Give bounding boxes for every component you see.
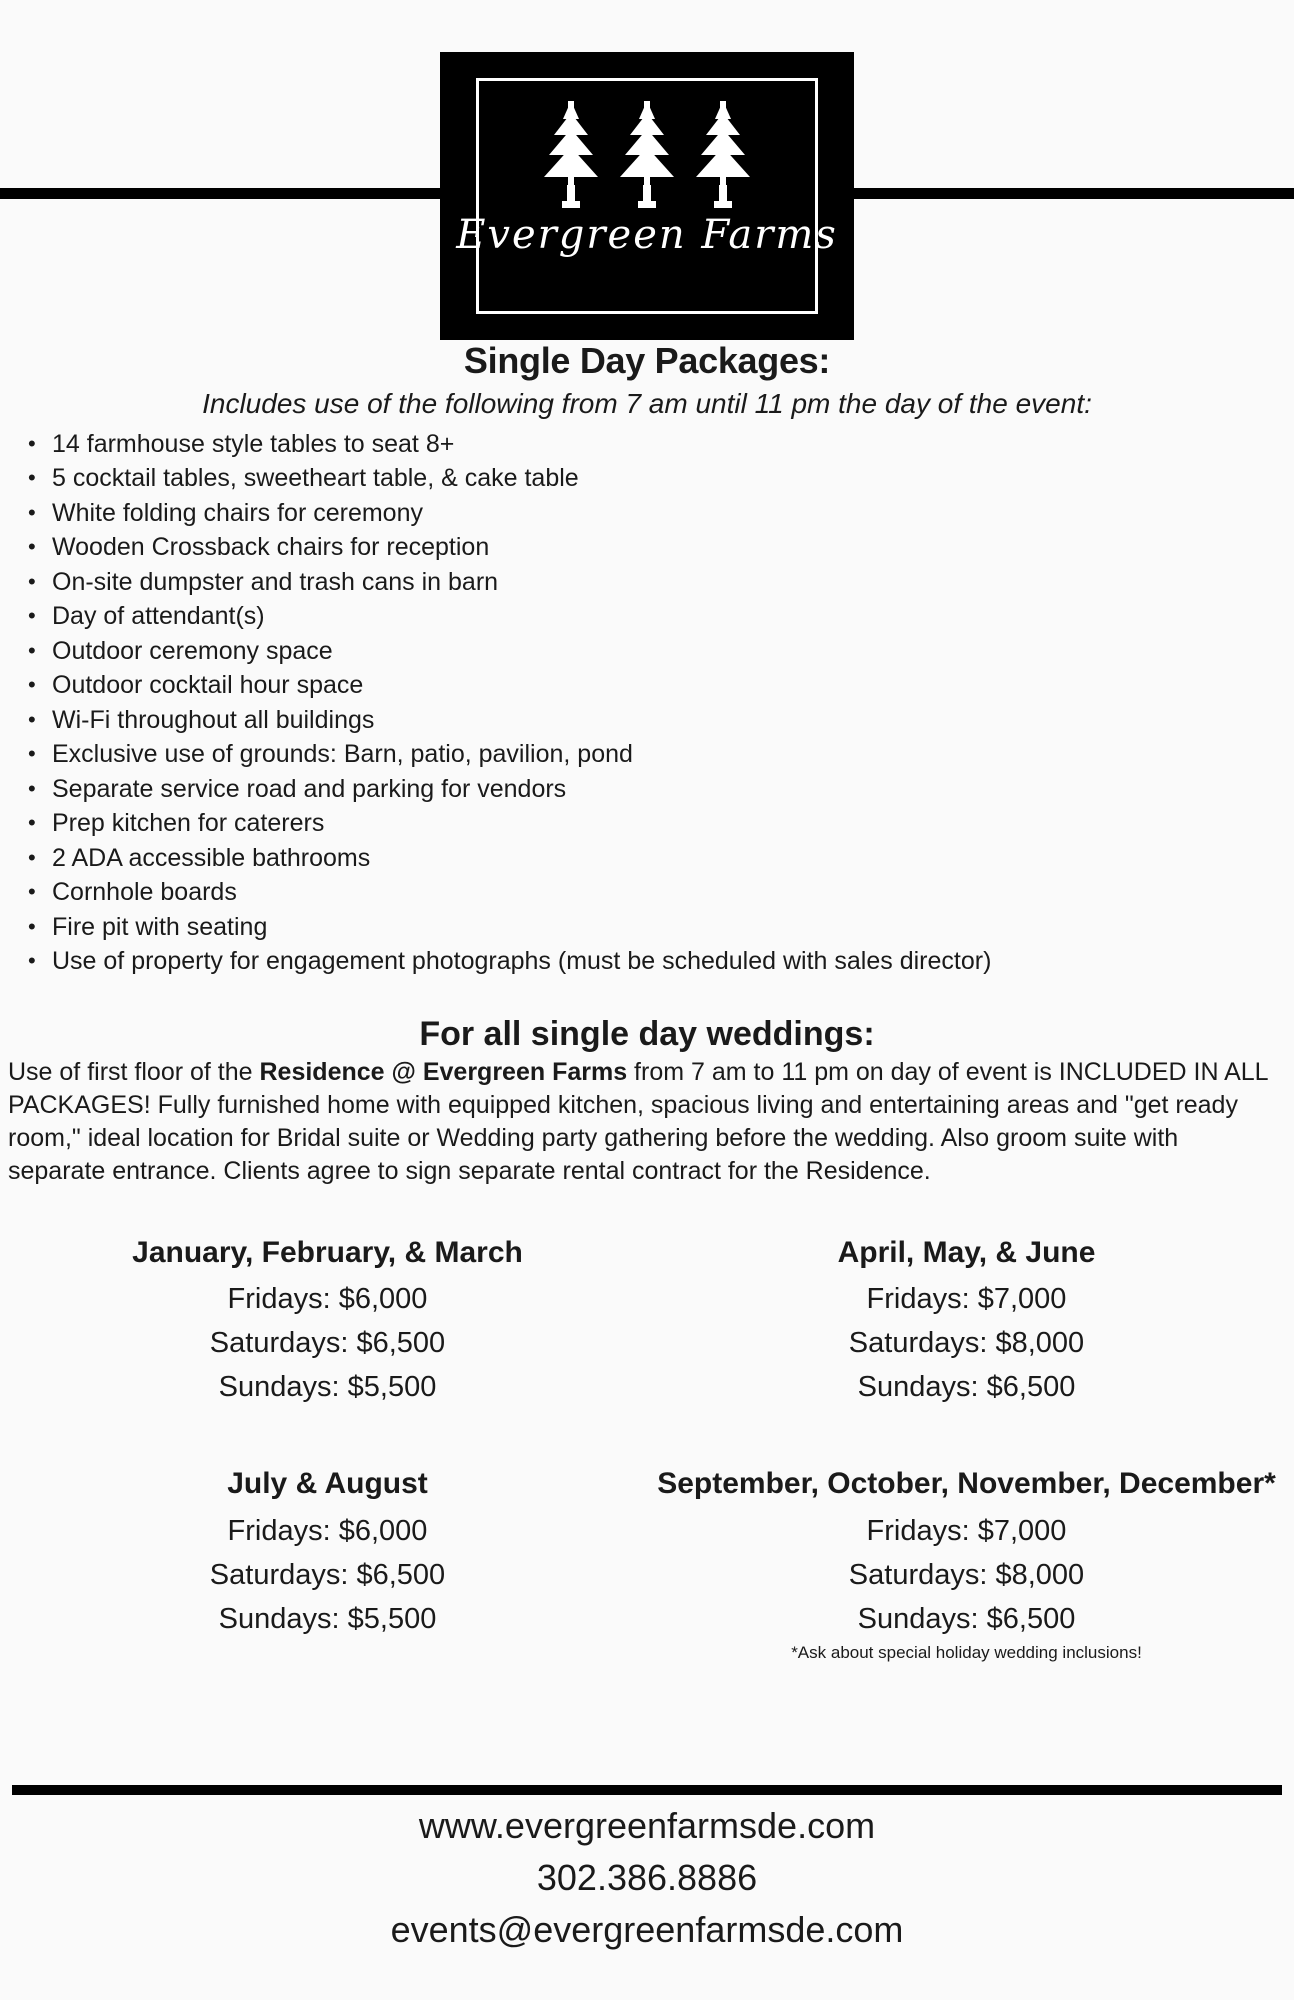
list-item: • 5 cocktail tables, sweetheart table, & cake table	[8, 461, 1286, 496]
evergreen-tree-icon	[618, 97, 676, 213]
list-item: • Use of property for engagement photographs (must be scheduled with sales director)	[8, 944, 1286, 979]
evergreen-tree-icon	[694, 97, 752, 213]
packages-subtitle: Includes use of the following from 7 am until 11 pm the day of the event:	[202, 388, 1092, 420]
price-block-q1	[8, 1234, 647, 1410]
rate-sunday: Sundays: $5,500	[218, 1602, 437, 1635]
weddings-para-rest: from 7 am to 11 pm on day of event is INCLUDED IN ALL PACKAGES! Fully furnished home with equipped kitchen, spacious living and entertaining areas and "get ready room," ideal location for Bridal suite or Wedding party gathering before the wedding. Also groom suite with separate entrance. Clients agree to sign separate rental contract for the Residence.	[8, 1057, 1268, 1185]
list-item: • White folding chairs for ceremony	[8, 496, 1286, 531]
rate-friday: Fridays: $6,000	[227, 1514, 428, 1547]
rate-saturday: Saturdays: $6,500	[209, 1558, 446, 1591]
list-item: • Exclusive use of grounds: Barn, patio, pavilion, pond	[8, 737, 1286, 772]
season-label: January, February, & March	[132, 1235, 523, 1269]
rate-sunday: Sundays: $6,500	[857, 1371, 1076, 1404]
weddings-paragraph	[8, 1056, 1286, 1188]
footer-divider-rule	[12, 1785, 1282, 1795]
evergreen-tree-icon	[542, 97, 600, 213]
logo-inner-frame	[456, 78, 838, 314]
residence-name: Residence @ Evergreen Farms	[259, 1057, 628, 1086]
list-item: • Prep kitchen for caterers	[8, 806, 1286, 841]
season-label: September, October, November, December*	[657, 1467, 1276, 1501]
rate-saturday: Saturdays: $6,500	[209, 1327, 446, 1360]
season-label: July & August	[227, 1467, 428, 1501]
rate-friday: Fridays: $7,000	[866, 1283, 1067, 1316]
price-block-q4	[647, 1465, 1286, 1663]
phone-number[interactable]: 302.386.8886	[536, 1857, 758, 1898]
list-item: • Wi-Fi throughout all buildings	[8, 703, 1286, 738]
list-item: • 14 farmhouse style tables to seat 8+	[8, 427, 1286, 462]
website-link[interactable]: www.evergreenfarmsde.com	[418, 1805, 876, 1846]
logo-tree-group	[542, 97, 752, 213]
pricing-grid	[8, 1234, 1286, 1663]
rate-friday: Fridays: $7,000	[866, 1514, 1067, 1547]
list-item: • Cornhole boards	[8, 875, 1286, 910]
price-block-q2	[647, 1234, 1286, 1410]
logo-wordmark: Evergreen Farms	[456, 212, 838, 258]
season-label: April, May, & June	[837, 1235, 1096, 1269]
footer-contact	[0, 1800, 1294, 1956]
rate-sunday: Sundays: $5,500	[218, 1371, 437, 1404]
holiday-inclusions-note: *Ask about special holiday wedding inclusions!	[791, 1642, 1142, 1662]
price-block-q3	[8, 1465, 647, 1663]
weddings-para-lead: Use of first floor of the	[8, 1057, 260, 1086]
rate-saturday: Saturdays: $8,000	[848, 1558, 1085, 1591]
list-item: • Wooden Crossback chairs for reception	[8, 530, 1286, 565]
header-band	[0, 0, 1294, 340]
list-item: • Day of attendant(s)	[8, 599, 1286, 634]
page-title: Single Day Packages:	[463, 340, 831, 381]
rate-sunday: Sundays: $6,500	[857, 1602, 1076, 1635]
weddings-section-title: For all single day weddings:	[419, 1014, 875, 1053]
list-item: • Separate service road and parking for vendors	[8, 772, 1286, 807]
list-item: • Outdoor cocktail hour space	[8, 668, 1286, 703]
logo-box	[440, 52, 854, 340]
list-item: • Fire pit with seating	[8, 910, 1286, 945]
email-link[interactable]: events@evergreenfarmsde.com	[390, 1909, 904, 1950]
list-item: • On-site dumpster and trash cans in barn	[8, 565, 1286, 600]
list-item: • 2 ADA accessible bathrooms	[8, 841, 1286, 876]
rate-saturday: Saturdays: $8,000	[848, 1327, 1085, 1360]
list-item: • Outdoor ceremony space	[8, 634, 1286, 669]
rate-friday: Fridays: $6,000	[227, 1283, 428, 1316]
package-inclusions-list	[8, 427, 1286, 979]
main-content	[0, 340, 1294, 1663]
